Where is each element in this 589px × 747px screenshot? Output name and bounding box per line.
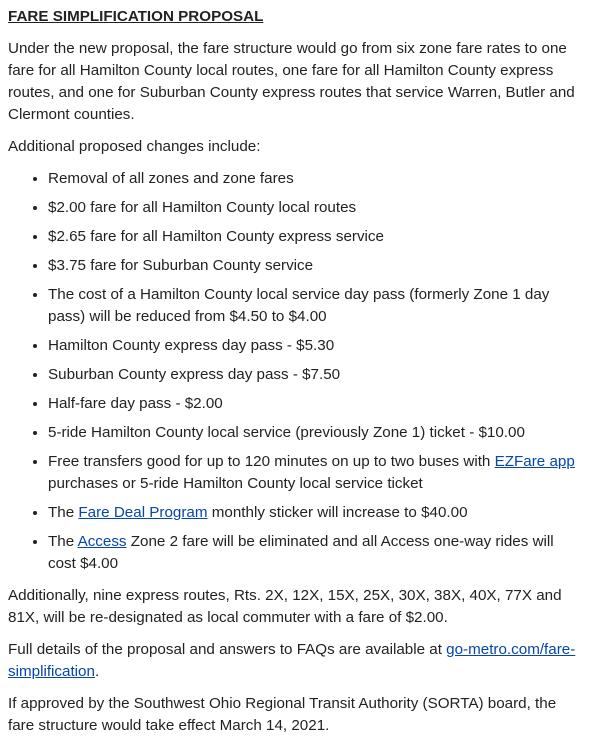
list-item: • The cost of a Hamilton County local service day pass (formerly Zone 1 day pass) will be reduced from $4.50 to $4.00 (48, 284, 581, 328)
page-title: FARE SIMPLIFICATION PROPOSAL (8, 8, 264, 25)
fare-deal-text-after: monthly sticker will increase to $40.00 (207, 504, 468, 521)
changes-intro: Additional proposed changes include: (8, 138, 261, 155)
fare-deal-program-link[interactable]: Fare Deal Program (78, 504, 208, 521)
access-link[interactable]: Access (77, 533, 127, 550)
list-item-access (48, 531, 581, 575)
ezfare-app-link[interactable]: EZFare app (494, 453, 575, 470)
fare-deal-text-before: The (48, 504, 79, 521)
transfers-text-after: purchases or 5-ride Hamilton County local service ticket (48, 475, 423, 492)
access-text-before: The (48, 533, 78, 550)
list-item-fare-deal (48, 502, 581, 524)
list-item-transfers (48, 451, 581, 495)
changes-list (8, 168, 581, 575)
details-text-after: . (94, 663, 100, 680)
list-item: • $2.00 fare for all Hamilton County local routes (48, 197, 581, 219)
details-text-before: Full details of the proposal and answers to FAQs are available at (8, 641, 447, 658)
list-item: • Half-fare day pass - $2.00 (48, 393, 581, 415)
list-item: • $3.75 fare for Suburban County service (48, 255, 581, 277)
list-item: • Hamilton County express day pass - $5.30 (48, 335, 581, 357)
fare-simplification-link[interactable]: go-metro.com/fare-simplification (8, 641, 576, 680)
access-text-after: Zone 2 fare will be eliminated and all Access one-way rides will cost $4.00 (48, 533, 554, 572)
list-item: • 5-ride Hamilton County local service (previously Zone 1) ticket - $10.00 (48, 422, 581, 444)
list-item: • Removal of all zones and zone fares (48, 168, 581, 190)
intro-paragraph: Under the new proposal, the fare structure would go from six zone fare rates to one fare for all Hamilton County local routes, one fare for all Hamilton County express routes, and one for Suburban County express routes that service Warren, Butler and Clermont counties. (8, 40, 575, 123)
transfers-text-before: Free transfers good for up to 120 minutes on up to two buses with (48, 453, 495, 470)
details-paragraph (8, 639, 581, 683)
express-routes-paragraph: Additionally, nine express routes, Rts. 2X, 12X, 15X, 25X, 30X, 38X, 40X, 77X and 81X, will be re-designated as local commuter with a fare of $2.00. (8, 587, 562, 626)
list-item: • Suburban County express day pass - $7.50 (48, 364, 581, 386)
list-item: • $2.65 fare for all Hamilton County express service (48, 226, 581, 248)
approval-paragraph: If approved by the Southwest Ohio Regional Transit Authority (SORTA) board, the fare structure would take effect March 14, 2021. (8, 695, 557, 734)
